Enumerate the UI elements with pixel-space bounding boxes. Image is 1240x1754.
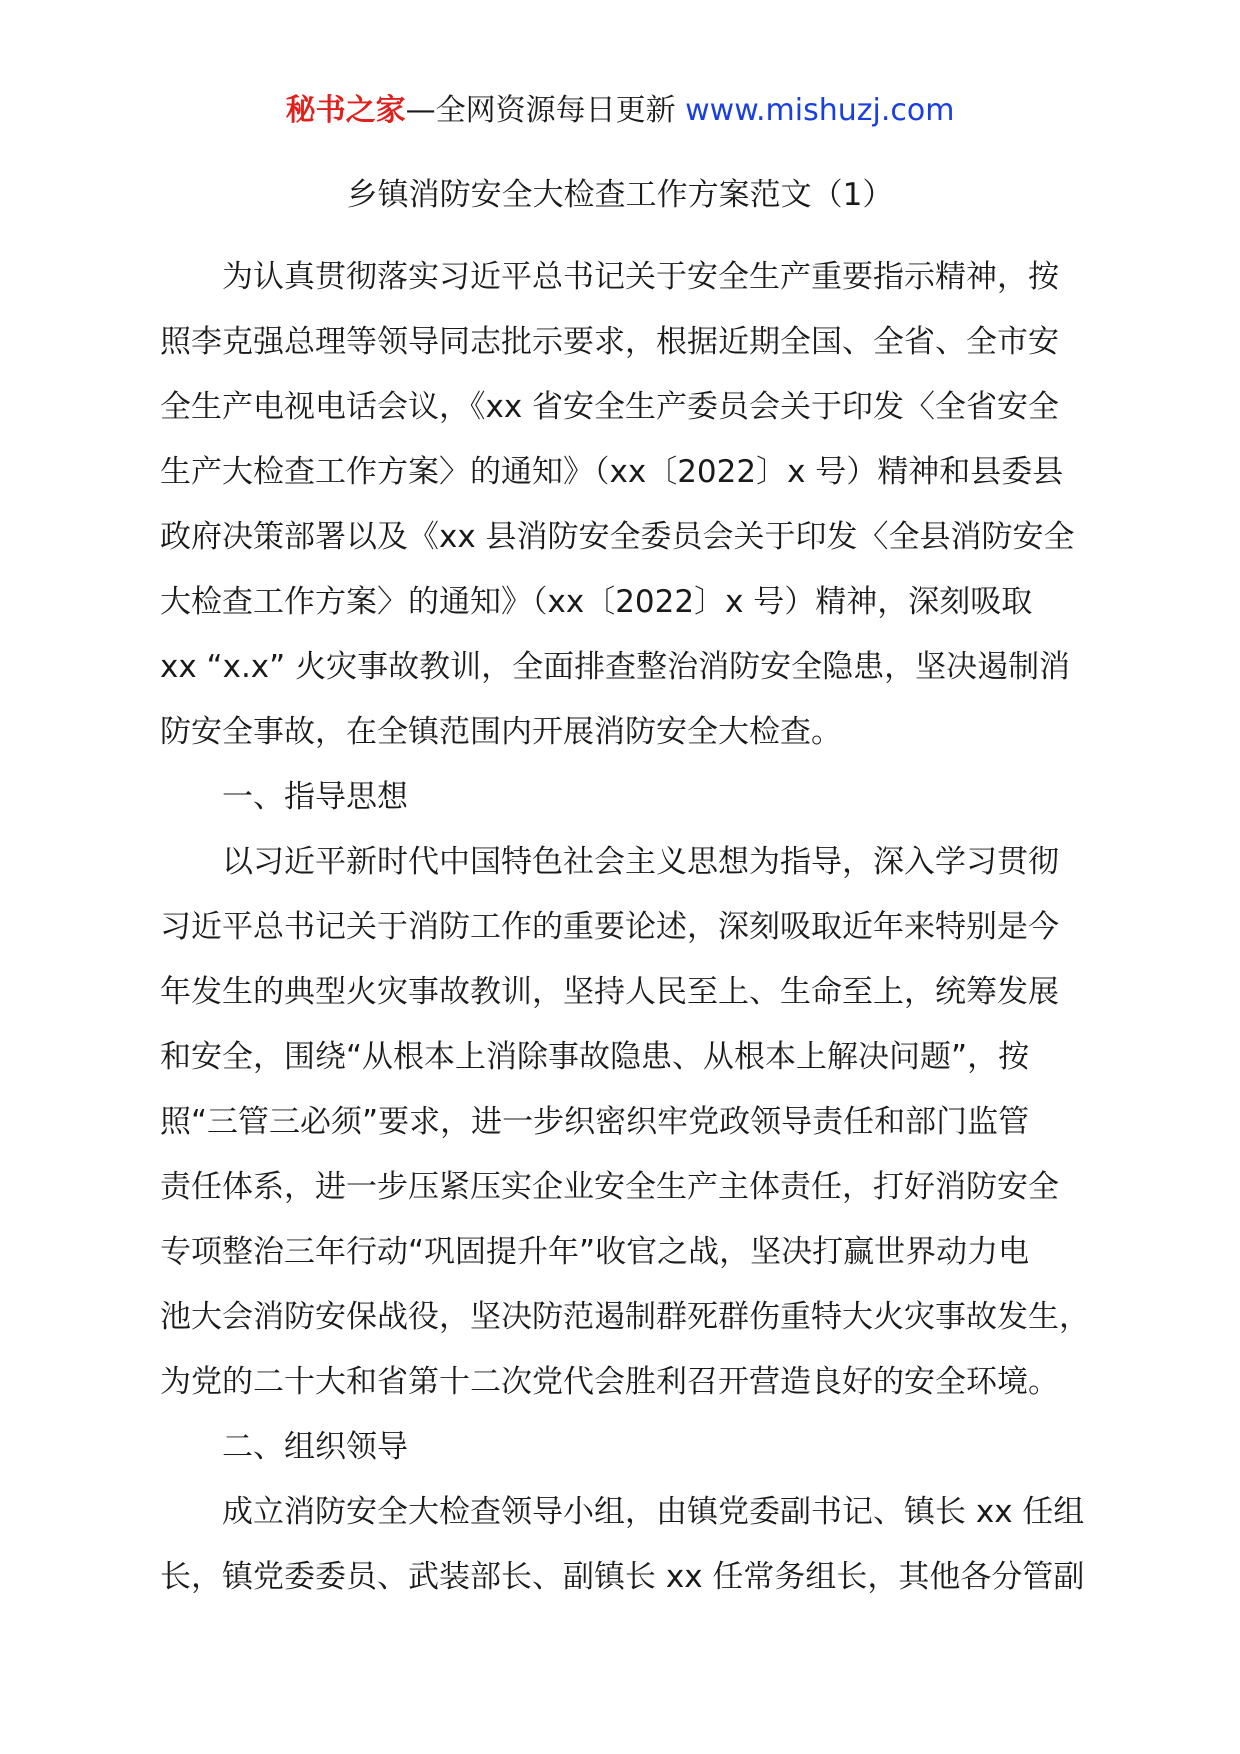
text-line: 池大会消防安保战役，坚决防范遏制群死群伤重特大火灾事故发生， <box>160 1299 1090 1335</box>
text-line: 年发生的典型火灾事故教训，坚持人民至上、生命至上，统筹发展 <box>160 974 1059 1010</box>
text-line: 一、指导思想 <box>222 779 408 815</box>
text-line: 责任体系，进一步压紧压实企业安全生产主体责任，打好消防安全 <box>160 1169 1059 1205</box>
text-line: 习近平总书记关于消防工作的重要论述，深刻吸取近年来特别是今 <box>160 909 1059 945</box>
text-line: 防安全事故，在全镇范围内开展消防安全大检查。 <box>160 714 842 750</box>
text-line: 长，镇党委委员、武装部长、副镇长 xx 任常务组长，其他各分管副 <box>160 1559 1085 1595</box>
text-line: 成立消防安全大检查领导小组，由镇党委副书记、镇长 xx 任组 <box>222 1494 1085 1530</box>
text-line: 照李克强总理等领导同志批示要求，根据近期全国、全省、全市安 <box>160 324 1059 360</box>
text-line: 二、组织领导 <box>222 1429 408 1465</box>
document-body <box>160 245 1095 1610</box>
text-line: 以习近平新时代中国特色社会主义思想为指导，深入学习贯彻 <box>222 844 1059 880</box>
text-line: 全生产电视电话会议，《xx 省安全生产委员会关于印发〈全省安全 <box>160 389 1060 425</box>
site-header <box>0 86 1240 136</box>
document-title: 乡镇消防安全大检查工作方案范文（1） <box>346 177 894 213</box>
text-line: 政府决策部署以及《xx 县消防安全委员会关于印发〈全县消防安全 <box>160 519 1075 555</box>
site-brand: 秘书之家 <box>285 93 406 128</box>
text-line: 大检查工作方案〉的通知》（xx〔2022〕x 号）精神，深刻吸取 <box>160 584 1033 620</box>
text-line: 专项整治三年行动“巩固提升年”收官之战，坚决打赢世界动力电 <box>160 1234 1030 1270</box>
text-line: xx “x.x” 火灾事故教训，全面排查整治消防安全隐患，坚决遏制消 <box>160 649 1071 685</box>
text-line: 生产大检查工作方案〉的通知》（xx〔2022〕x 号）精神和县委县 <box>160 454 1064 490</box>
text-line: 照“三管三必须”要求，进一步织密织牢党政领导责任和部门监管 <box>160 1104 1030 1140</box>
site-url-link[interactable]: www.mishuzj.com <box>685 93 955 128</box>
text-line: 为党的二十大和省第十二次党代会胜利召开营造良好的安全环境。 <box>160 1364 1059 1400</box>
text-line: 和安全，围绕“从根本上消除事故隐患、从根本上解决问题”，按 <box>160 1039 1030 1075</box>
site-tagline: —全网资源每日更新 <box>405 93 686 128</box>
text-line: 为认真贯彻落实习近平总书记关于安全生产重要指示精神，按 <box>222 259 1059 295</box>
